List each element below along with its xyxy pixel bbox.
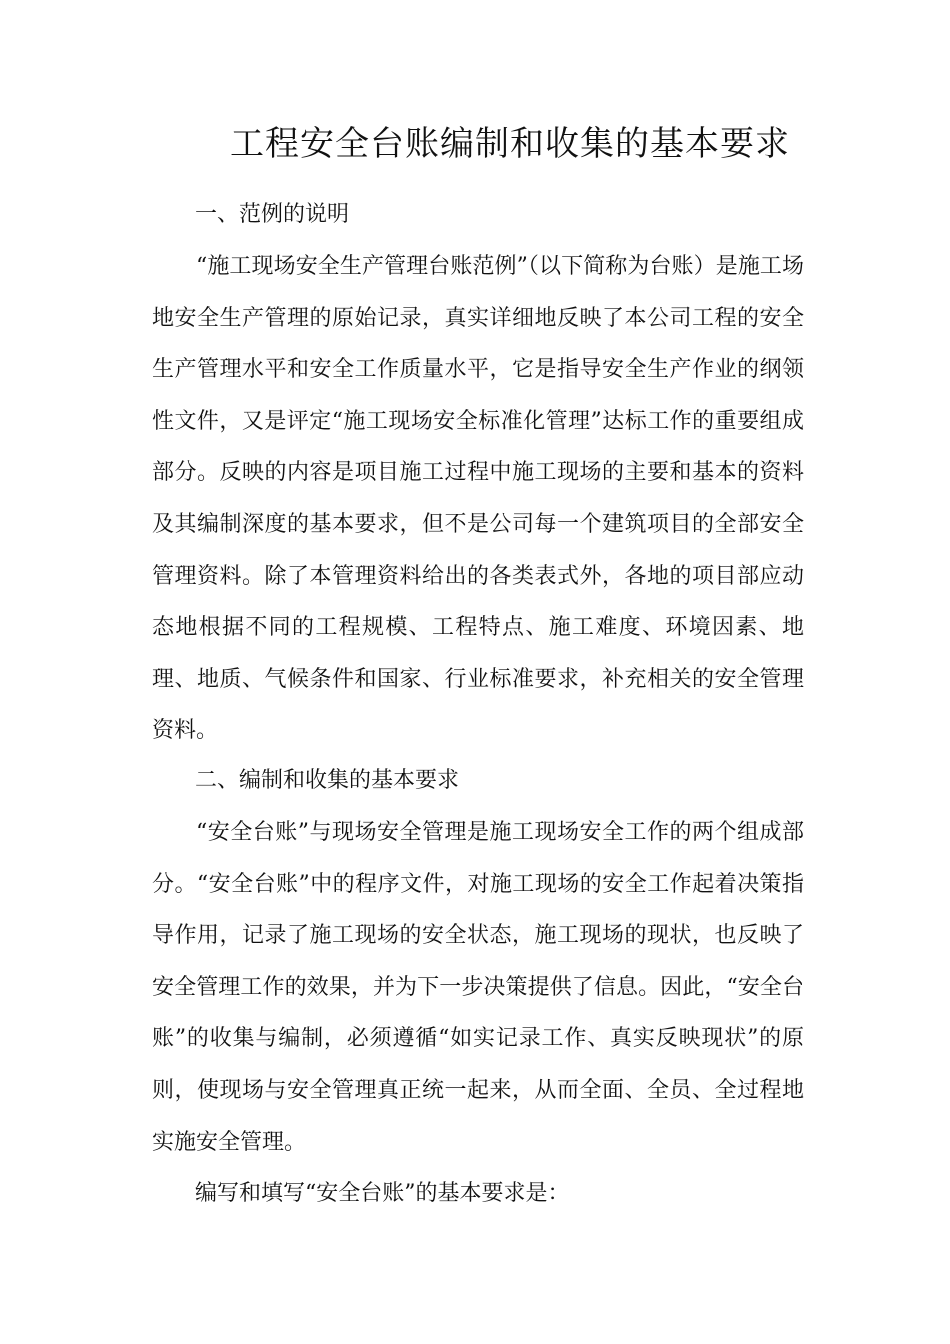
- section-2-heading: 二、编制和收集的基本要求: [195, 768, 460, 793]
- section-1-paragraph: “施工现场安全生产管理台账范例”（以下简称为台账）是施工场地安全生产管理的原始记录，真实详细地反映了本公司工程的安全生产管理水平和安全工作质量水平，它是指导安全生产作业的纲领性文件，又是评定“施工现场安全标准化管理”达标工作的重要组成部分。反映的内容是项目施工过程中施工现场的主要和基本的资料及其编制深度的基本要求，但不是公司每一个建筑项目的全部安全管理资料。除了本管理资料给出的各类表式外，各地的项目部应动态地根据不同的工程规模、工程特点、施工难度、环境因素、地理、地质、气候条件和国家、行业标准要求，补充相关的安全管理资料。: [152, 254, 804, 744]
- section-2-paragraph: “安全台账”与现场安全管理是施工现场安全工作的两个组成部分。“安全台账”中的程序文件，对施工现场的安全工作起着决策指导作用，记录了施工现场的安全状态，施工现场的现状，也反映了安全管理工作的效果，并为下一步决策提供了信息。因此，“安全台账”的收集与编制，必须遵循“如实记录工作、真实反映现状”的原则，使现场与安全管理真正统一起来，从而全面、全员、全过程地实施安全管理。: [152, 820, 804, 1155]
- document-title: 工程安全台账编制和收集的基本要求: [230, 124, 790, 164]
- section-1-heading: 一、范例的说明: [195, 202, 350, 227]
- section-2-closing-line: 编写和填写“安全台账”的基本要求是：: [195, 1181, 570, 1206]
